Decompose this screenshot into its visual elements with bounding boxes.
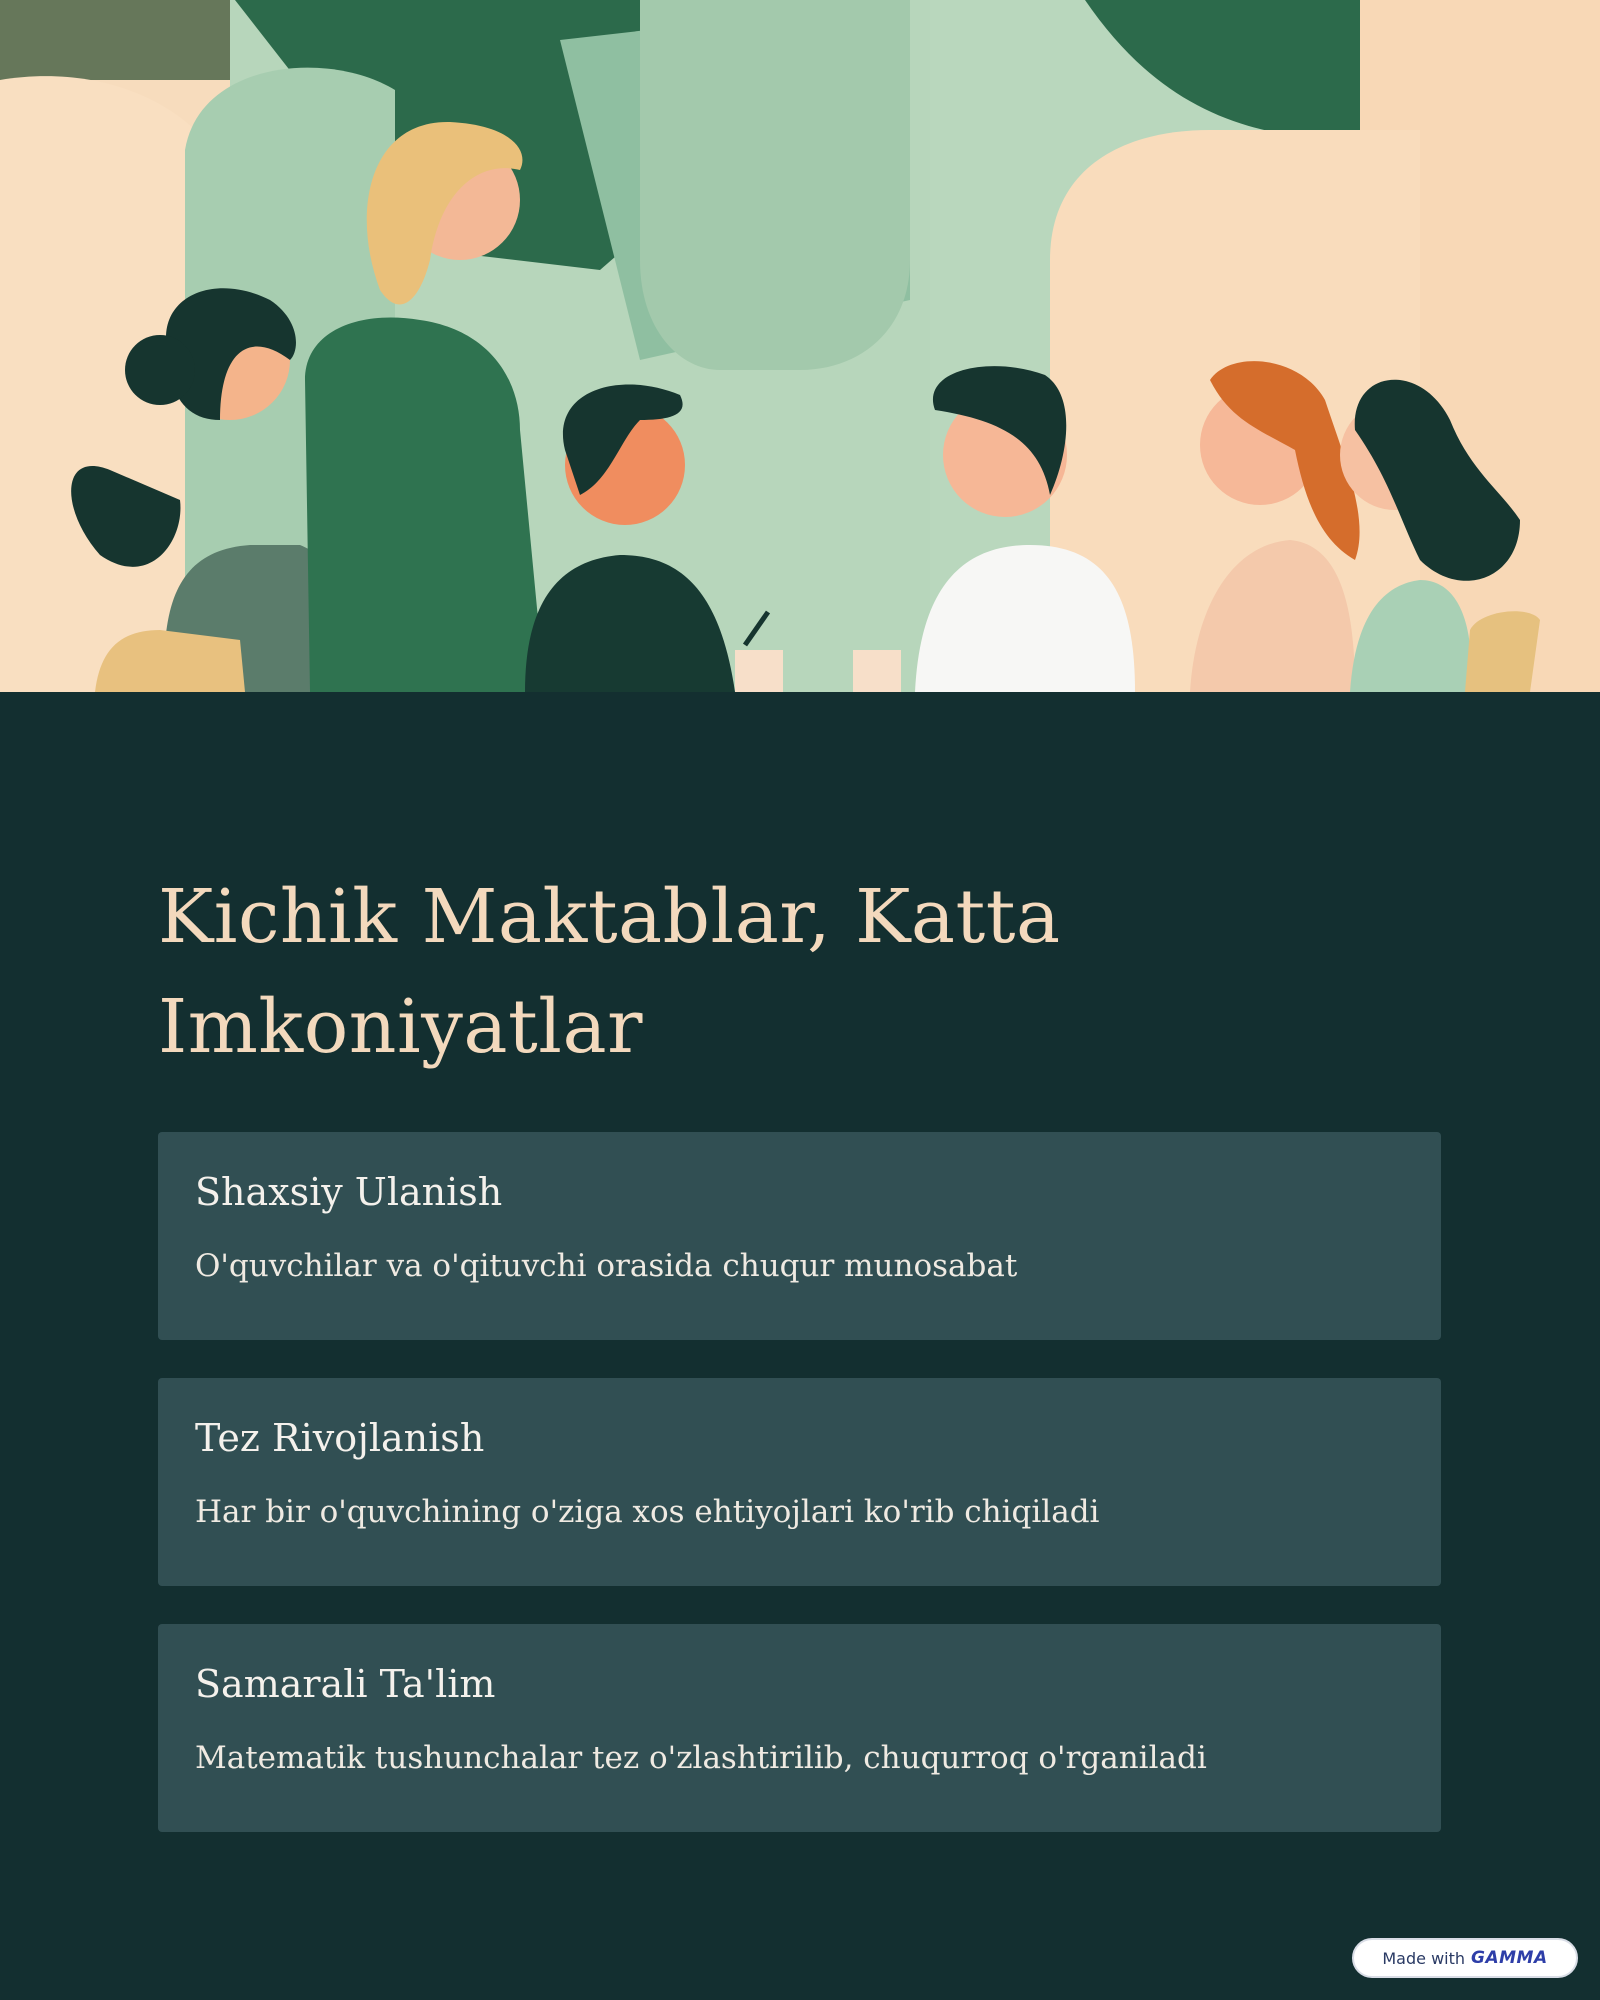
card-title: Shaxsiy Ulanish bbox=[195, 1170, 503, 1214]
main-content bbox=[0, 692, 1600, 2000]
feature-card-effective-education bbox=[158, 1624, 1441, 1832]
made-with-gamma-badge[interactable] bbox=[1352, 1938, 1578, 1978]
card-text: Har bir o'quvchining o'ziga xos ehtiyojlari ko'rib chiqiladi bbox=[195, 1494, 1100, 1530]
feature-card-personal-connection bbox=[158, 1132, 1441, 1340]
badge-prefix: Made with bbox=[1382, 1948, 1466, 1968]
card-text: Matematik tushunchalar tez o'zlashtirilib, chuqurroq o'rganiladi bbox=[195, 1740, 1207, 1776]
gamma-logo: GAMMA bbox=[1471, 1948, 1548, 1968]
page-title: Kichik Maktablar, Katta Imkoniyatlar bbox=[158, 874, 1061, 1070]
card-text: O'quvchilar va o'qituvchi orasida chuqur munosabat bbox=[195, 1248, 1018, 1284]
feature-card-fast-development bbox=[158, 1378, 1441, 1586]
card-title: Samarali Ta'lim bbox=[195, 1662, 496, 1706]
hero-illustration bbox=[0, 0, 1600, 692]
card-title: Tez Rivojlanish bbox=[195, 1416, 485, 1460]
